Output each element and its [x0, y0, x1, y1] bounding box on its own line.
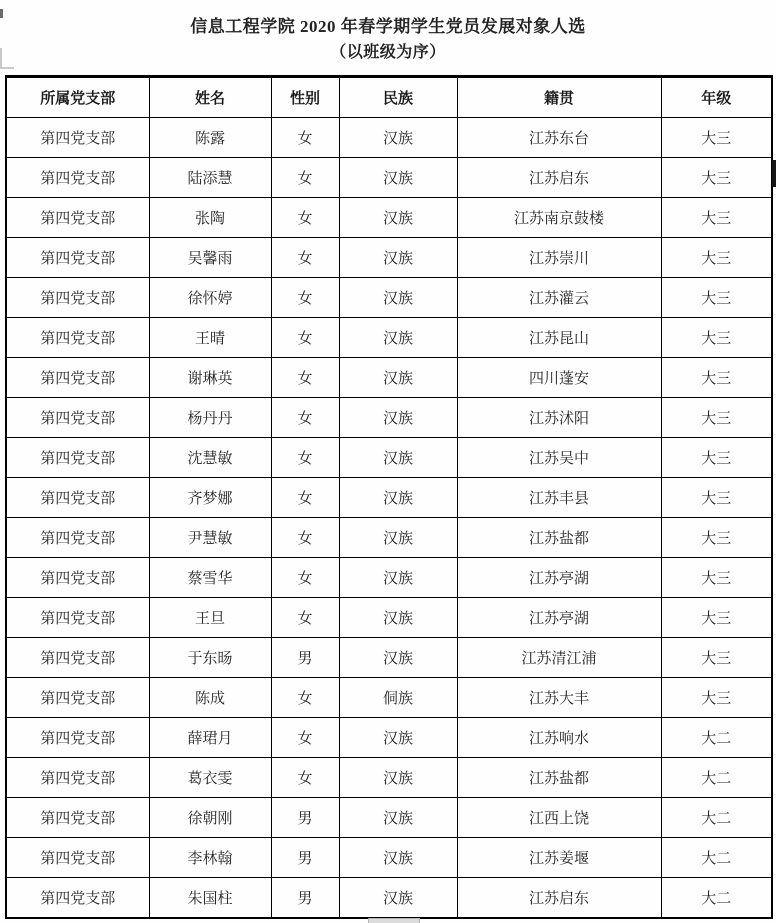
table-row [6, 478, 772, 518]
table-cell: 大二 [661, 798, 772, 838]
table-cell: 汉族 [339, 438, 457, 478]
table-row [6, 318, 772, 358]
table-cell: 朱国柱 [149, 878, 271, 919]
table-cell: 汉族 [339, 478, 457, 518]
header-native-place: 籍贯 [457, 77, 661, 118]
document-title [0, 13, 776, 65]
table-cell: 尹慧敏 [149, 518, 271, 558]
table-cell: 女 [271, 478, 339, 518]
table-cell: 李林翰 [149, 838, 271, 878]
table-cell: 汉族 [339, 878, 457, 919]
table-cell: 第四党支部 [6, 278, 149, 318]
table-cell: 大三 [661, 638, 772, 678]
table-cell: 王晴 [149, 318, 271, 358]
table-cell: 女 [271, 358, 339, 398]
table-cell: 大三 [661, 438, 772, 478]
table-cell: 大三 [661, 118, 772, 158]
table-cell: 汉族 [339, 518, 457, 558]
table-cell: 汉族 [339, 238, 457, 278]
table-cell: 汉族 [339, 158, 457, 198]
table-cell: 男 [271, 798, 339, 838]
table-row [6, 558, 772, 598]
table-cell: 第四党支部 [6, 318, 149, 358]
table-cell: 江苏响水 [457, 718, 661, 758]
table-cell: 江苏姜堰 [457, 838, 661, 878]
table-cell: 陆添慧 [149, 158, 271, 198]
table-cell: 江苏盐都 [457, 518, 661, 558]
table-cell: 蔡雪华 [149, 558, 271, 598]
table-cell: 江西上饶 [457, 798, 661, 838]
table-row [6, 718, 772, 758]
table-cell: 江苏沭阳 [457, 398, 661, 438]
page-bottom-artifact [368, 918, 420, 923]
table-cell: 王旦 [149, 598, 271, 638]
table-cell: 汉族 [339, 358, 457, 398]
roster-table [5, 75, 773, 919]
table-cell: 于东旸 [149, 638, 271, 678]
table-cell: 大二 [661, 838, 772, 878]
table-cell: 女 [271, 758, 339, 798]
table-cell: 第四党支部 [6, 238, 149, 278]
table-cell: 江苏吴中 [457, 438, 661, 478]
table-cell: 齐梦娜 [149, 478, 271, 518]
table-row [6, 198, 772, 238]
table-cell: 女 [271, 158, 339, 198]
table-cell: 江苏清江浦 [457, 638, 661, 678]
table-cell: 江苏亭湖 [457, 598, 661, 638]
header-row [6, 77, 772, 118]
header-name: 姓名 [149, 77, 271, 118]
header-grade: 年级 [661, 77, 772, 118]
scan-edge-line [0, 48, 2, 68]
table-cell: 吴馨雨 [149, 238, 271, 278]
table-cell: 汉族 [339, 278, 457, 318]
table-cell: 第四党支部 [6, 518, 149, 558]
table-row [6, 118, 772, 158]
table-cell: 谢琳英 [149, 358, 271, 398]
table-row [6, 598, 772, 638]
table-cell: 大三 [661, 358, 772, 398]
table-row [6, 238, 772, 278]
table-cell: 侗族 [339, 678, 457, 718]
table-cell: 第四党支部 [6, 398, 149, 438]
table-row [6, 398, 772, 438]
table-cell: 徐怀婷 [149, 278, 271, 318]
table-cell: 第四党支部 [6, 478, 149, 518]
table-cell: 第四党支部 [6, 878, 149, 919]
table-cell: 汉族 [339, 318, 457, 358]
table-cell: 陈成 [149, 678, 271, 718]
table-cell: 薛珺月 [149, 718, 271, 758]
table-cell: 第四党支部 [6, 198, 149, 238]
table-cell: 女 [271, 558, 339, 598]
table-cell: 江苏大丰 [457, 678, 661, 718]
table-cell: 汉族 [339, 558, 457, 598]
table-cell: 大二 [661, 878, 772, 919]
table-cell: 大三 [661, 598, 772, 638]
table-cell: 杨丹丹 [149, 398, 271, 438]
table-cell: 女 [271, 198, 339, 238]
table-cell: 大三 [661, 158, 772, 198]
table-row [6, 678, 772, 718]
table-cell: 女 [271, 278, 339, 318]
scan-edge-line [0, 67, 14, 69]
table-cell: 女 [271, 398, 339, 438]
table-cell: 汉族 [339, 758, 457, 798]
scrollbar-thumb[interactable] [772, 160, 776, 187]
table-cell: 徐朝刚 [149, 798, 271, 838]
table-cell: 汉族 [339, 838, 457, 878]
table-cell: 葛衣雯 [149, 758, 271, 798]
table-cell: 江苏启东 [457, 878, 661, 919]
table-cell: 女 [271, 238, 339, 278]
table-cell: 大三 [661, 518, 772, 558]
table-row [6, 638, 772, 678]
table-cell: 大二 [661, 718, 772, 758]
table-cell: 女 [271, 438, 339, 478]
table-cell: 第四党支部 [6, 758, 149, 798]
table-cell: 第四党支部 [6, 118, 149, 158]
table-cell: 汉族 [339, 398, 457, 438]
table-row [6, 278, 772, 318]
table-cell: 汉族 [339, 718, 457, 758]
table-cell: 第四党支部 [6, 798, 149, 838]
table-cell: 大三 [661, 398, 772, 438]
table-cell: 张陶 [149, 198, 271, 238]
table-cell: 陈露 [149, 118, 271, 158]
table-cell: 江苏丰县 [457, 478, 661, 518]
page-subtitle: （以班级为序） [330, 44, 446, 61]
table-row [6, 878, 772, 919]
table-cell: 第四党支部 [6, 358, 149, 398]
table-cell: 女 [271, 718, 339, 758]
table-cell: 男 [271, 838, 339, 878]
table-row [6, 438, 772, 478]
table-cell: 大三 [661, 558, 772, 598]
table-cell: 男 [271, 878, 339, 919]
table-cell: 大三 [661, 198, 772, 238]
table-cell: 江苏南京鼓楼 [457, 198, 661, 238]
table-cell: 汉族 [339, 118, 457, 158]
table-cell: 大二 [661, 758, 772, 798]
table-row [6, 838, 772, 878]
table-cell: 大三 [661, 478, 772, 518]
table-cell: 女 [271, 518, 339, 558]
table-body [6, 118, 772, 919]
table-header [6, 77, 772, 118]
table-cell: 江苏灌云 [457, 278, 661, 318]
table-cell: 大三 [661, 238, 772, 278]
table-cell: 江苏崇川 [457, 238, 661, 278]
table-cell: 江苏亭湖 [457, 558, 661, 598]
table-cell: 女 [271, 318, 339, 358]
header-ethnicity: 民族 [339, 77, 457, 118]
table-row [6, 358, 772, 398]
table-cell: 男 [271, 638, 339, 678]
table-cell: 沈慧敏 [149, 438, 271, 478]
table-cell: 第四党支部 [6, 678, 149, 718]
table-cell: 江苏昆山 [457, 318, 661, 358]
table-cell: 第四党支部 [6, 598, 149, 638]
table-cell: 第四党支部 [6, 718, 149, 758]
table-row [6, 158, 772, 198]
table-cell: 江苏启东 [457, 158, 661, 198]
table-cell: 江苏盐都 [457, 758, 661, 798]
table-cell: 第四党支部 [6, 158, 149, 198]
table-row [6, 518, 772, 558]
table-cell: 第四党支部 [6, 558, 149, 598]
table-cell: 汉族 [339, 798, 457, 838]
table-cell: 第四党支部 [6, 838, 149, 878]
table-cell: 女 [271, 678, 339, 718]
table-cell: 江苏东台 [457, 118, 661, 158]
table-cell: 第四党支部 [6, 638, 149, 678]
header-party-branch: 所属党支部 [6, 77, 149, 118]
table-cell: 女 [271, 118, 339, 158]
table-cell: 四川蓬安 [457, 358, 661, 398]
scan-edge-artifact [0, 9, 3, 18]
page-title: 信息工程学院 2020 年春学期学生党员发展对象人选 [190, 17, 586, 36]
table-cell: 女 [271, 598, 339, 638]
table-cell: 大三 [661, 678, 772, 718]
table-cell: 汉族 [339, 198, 457, 238]
table-row [6, 798, 772, 838]
table-cell: 汉族 [339, 598, 457, 638]
table-cell: 大三 [661, 318, 772, 358]
table-cell: 第四党支部 [6, 438, 149, 478]
table-cell: 大三 [661, 278, 772, 318]
table-row [6, 758, 772, 798]
header-gender: 性别 [271, 77, 339, 118]
table-cell: 汉族 [339, 638, 457, 678]
